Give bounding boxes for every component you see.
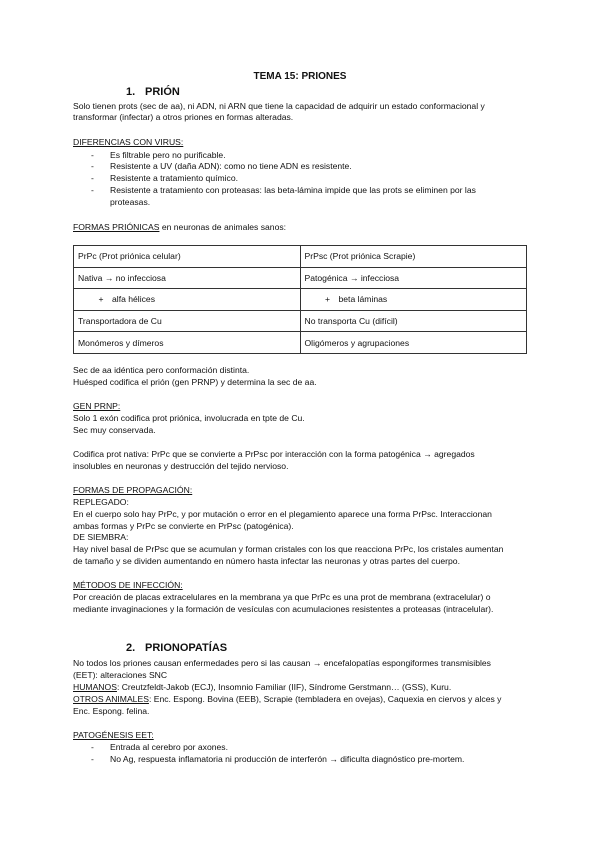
section-2-number: 2. — [126, 642, 136, 654]
humanos-label: HUMANOS — [73, 682, 117, 692]
table-cell: Transportadora de Cu — [74, 310, 301, 332]
table-cell: Monómeros y dímeros — [74, 332, 301, 354]
prionopatias-intro-line-1: No todos los priones causan enfermedades pero si las causan → encefalopatías espongiformes transmisibles — [73, 658, 491, 668]
diferencias-heading: DIFERENCIAS CON VIRUS: — [73, 137, 184, 147]
table-row — [74, 289, 527, 311]
table-row — [74, 246, 527, 268]
otros-animales-line — [73, 694, 501, 705]
intro-line-2: transformar (infectar) a otros priones en formas alteradas. — [73, 112, 294, 122]
formas-heading-line — [73, 222, 286, 233]
table-row — [74, 310, 527, 332]
gen-prnp-line-1: Solo 1 exón codifica prot priónica, involucrada en tpte de Cu. — [73, 413, 305, 423]
list-item-text: Resistente a UV (daña ADN): como no tiene ADN es resistente. — [110, 161, 352, 171]
after-table-line-1: Sec de aa idéntica pero conformación distinta. — [73, 365, 250, 375]
table-cell: Patogénica → infecciosa — [300, 267, 527, 289]
humanos-text: : Creutzfeldt-Jakob (ECJ), Insomnio Familiar (IIF), Síndrome Gerstmann… (GSS), Kuru. — [116, 682, 452, 692]
prionopatias-intro-line-2: (EET): alteraciones SNC — [73, 670, 168, 680]
replegado-label: REPLEGADO: — [73, 497, 129, 507]
table-cell: No transporta Cu (difícil) — [300, 310, 527, 332]
table-cell-text: beta láminas — [338, 294, 388, 305]
section-1-number: 1. — [126, 86, 136, 98]
metodos-line-2: mediante invaginaciones y la formación de vesículas con acumulaciones resistentes a proteasas (intracelular). — [73, 604, 494, 614]
formas-heading: FORMAS PRIÓNICAS — [73, 222, 160, 232]
siembra-label: DE SIEMBRA: — [73, 532, 129, 542]
replegado-line-2: ambas formas y PrPc se convierte en PrPsc (patogénica). — [73, 521, 294, 531]
formas-heading-rest: en neuronas de animales sanos: — [159, 222, 287, 232]
gen-prnp-heading: GEN PRNP: — [73, 401, 121, 411]
otros-animales-text: : Enc. Espong. Bovina (EEB), Scrapie (tembladera en ovejas), Caquexia en ciervos y alces y — [148, 694, 502, 704]
formas-prionicas-table — [73, 245, 527, 354]
list-item-text: Resistente a tratamiento con proteasas: las beta-lámina impide que las prots se eliminen por las — [110, 185, 476, 195]
otros-animales-continuation: Enc. Espong. felina. — [73, 706, 150, 716]
list-item-continuation: proteasas. — [110, 197, 151, 207]
bullet-dash: - — [91, 150, 94, 160]
replegado-line-1: En el cuerpo solo hay PrPc, y por mutación o error en el plegamiento aparece una forma PrPsc. Interaccionan — [73, 509, 492, 519]
bullet-dash: - — [91, 185, 94, 195]
plus-bullet: + — [98, 294, 104, 305]
humanos-line — [73, 682, 451, 693]
table-cell: PrPc (Prot priónica celular) — [74, 246, 301, 268]
bullet-dash: - — [91, 161, 94, 171]
bullet-dash: - — [91, 742, 94, 752]
codifica-line-1: Codifica prot nativa: PrPc que se convierte a PrPsc por interacción con la forma patogénica → agregados — [73, 449, 475, 459]
list-item-text: No Ag, respuesta inflamatoria ni producción de interferón → dificulta diagnóstico pre-mortem. — [110, 754, 465, 764]
section-1-heading: PRIÓN — [145, 86, 180, 98]
bullet-dash: - — [91, 754, 94, 764]
table-cell-text: alfa hélices — [112, 294, 155, 305]
metodos-heading: MÉTODOS DE INFECCIÓN: — [73, 580, 183, 590]
plus-bullet: + — [324, 294, 331, 305]
after-table-line-2: Huésped codifica el prión (gen PRNP) y determina la sec de aa. — [73, 377, 317, 387]
siembra-line-1: Hay nivel basal de PrPsc que se acumulan y forman cristales con los que reacciona PrPc, los cristales aumentan — [73, 544, 504, 554]
table-cell: Nativa → no infecciosa — [74, 267, 301, 289]
list-item-text: Resistente a tratamiento químico. — [110, 173, 239, 183]
siembra-line-2: de tamaño y se dividen aumentando en número hasta infectar las neuronas y otras partes del cuerpo. — [73, 556, 460, 566]
table-cell — [74, 289, 301, 311]
document-title: TEMA 15: PRIONES — [253, 71, 347, 82]
table-row — [74, 332, 527, 354]
table-row — [74, 267, 527, 289]
table-cell — [300, 289, 527, 311]
list-item-text: Entrada al cerebro por axones. — [110, 742, 228, 752]
table-cell: Oligómeros y agrupaciones — [300, 332, 527, 354]
table-cell: PrPsc (Prot priónica Scrapie) — [300, 246, 527, 268]
section-2-heading: PRIONOPATÍAS — [145, 642, 228, 654]
otros-animales-label: OTROS ANIMALES — [73, 694, 149, 704]
propagacion-heading: FORMAS DE PROPAGACIÓN: — [73, 485, 193, 495]
intro-line-1: Solo tienen prots (sec de aa), ni ADN, ni ARN que tiene la capacidad de adquirir un estado conformacional y — [73, 101, 485, 111]
metodos-line-1: Por creación de placas extracelulares en la membrana ya que PrPc es una prot de membrana (extracelular) o — [73, 592, 491, 602]
codifica-line-2: insolubles en neuronas y destrucción del tejido nervioso. — [73, 461, 289, 471]
gen-prnp-line-2: Sec muy conservada. — [73, 425, 156, 435]
bullet-dash: - — [91, 173, 94, 183]
list-item-text: Es filtrable pero no purificable. — [110, 150, 226, 160]
patogenesis-heading: PATOGÉNESIS EET: — [73, 730, 154, 740]
